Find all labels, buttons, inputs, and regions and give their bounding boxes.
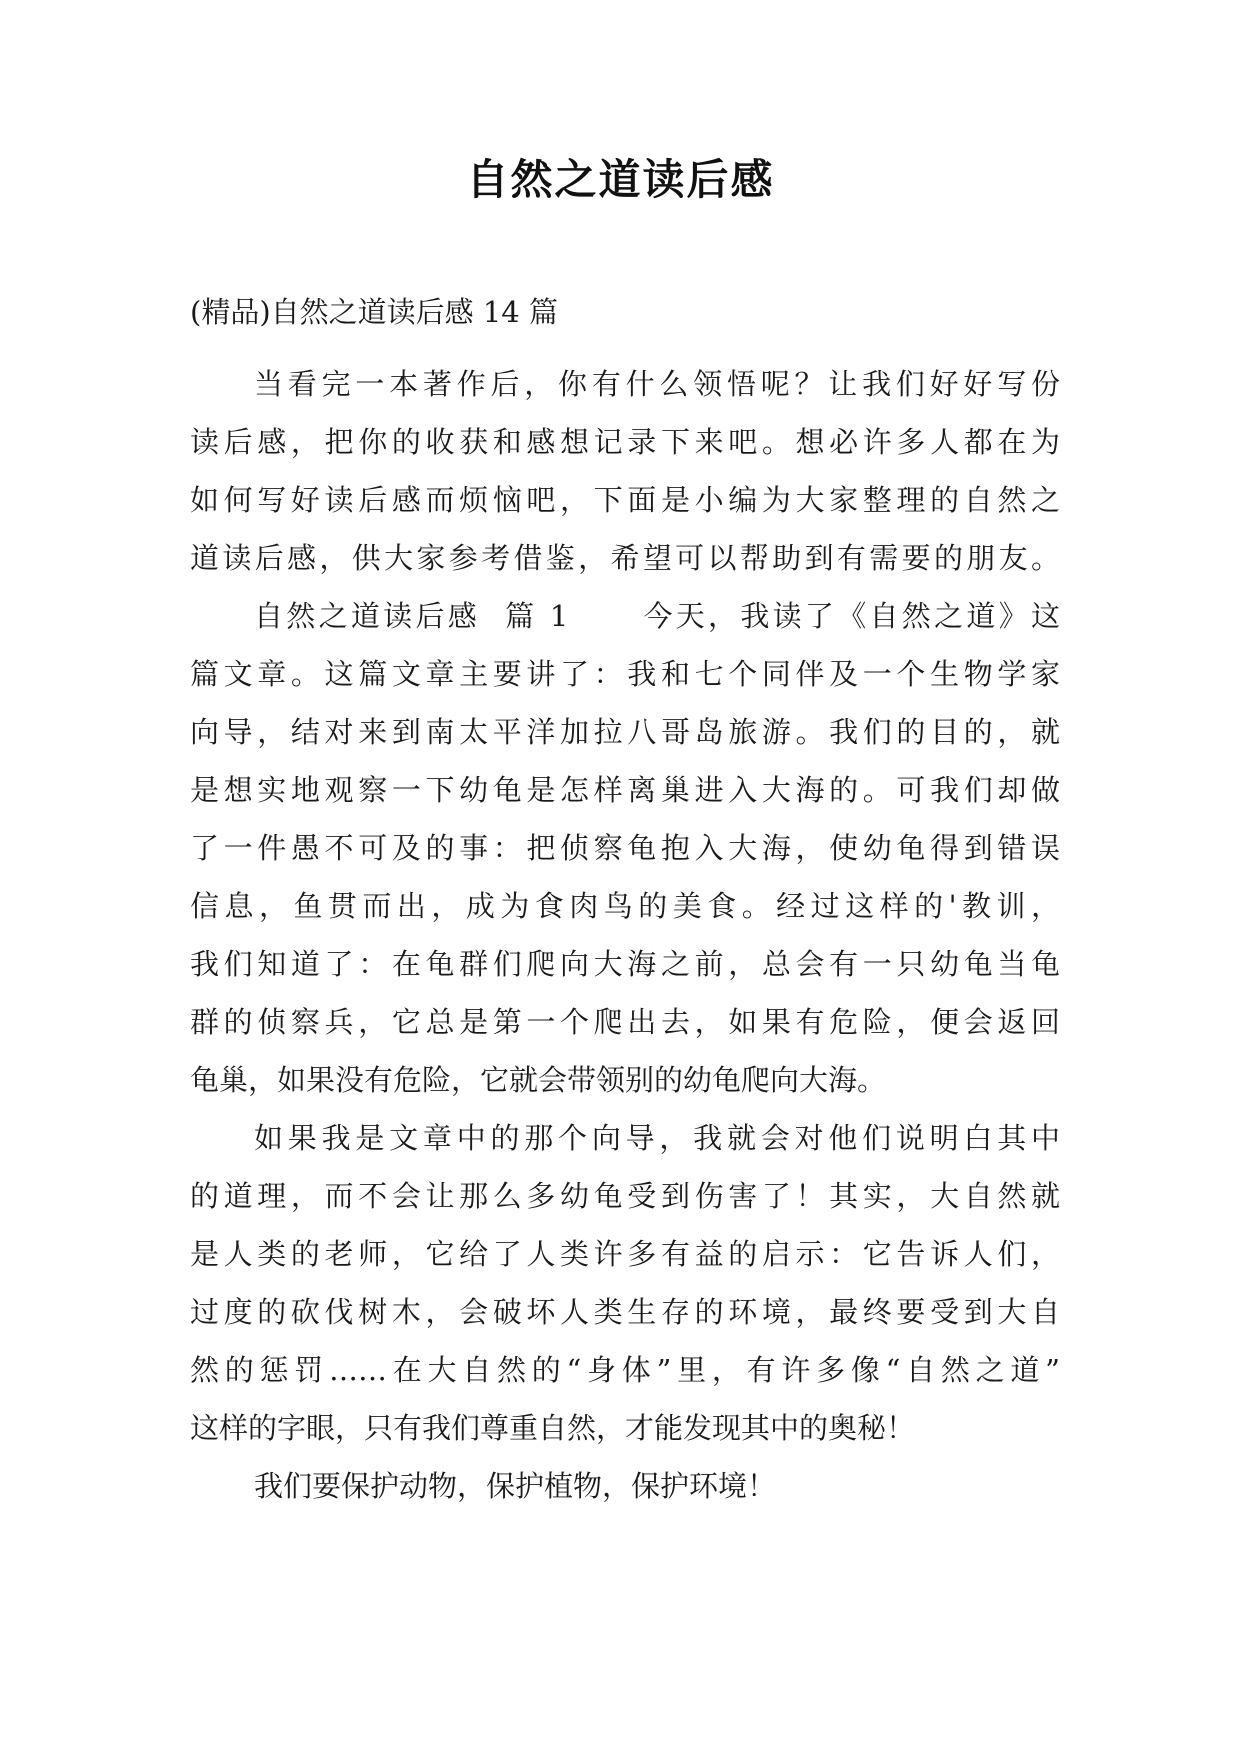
paragraph-line: 的道理，而不会让那么多幼龟受到伤害了！其实，大自然就 (190, 1179, 1060, 1213)
paragraph-line: 这样的字眼，只有我们尊重自然，才能发现其中的奥秘！ (190, 1411, 916, 1445)
paragraph-line: 我们要保护动物，保护植物，保护环境！ (254, 1469, 777, 1503)
paragraph-line: 信息，鱼贯而出，成为食肉鸟的美食。经过这样的'教训， (190, 889, 1060, 923)
paragraph-line: 龟巢，如果没有危险，它就会带领别的幼龟爬向大海。 (190, 1063, 887, 1097)
document-body (190, 355, 1060, 1515)
paragraph-line: 当看完一本著作后，你有什么领悟呢？让我们好好写份 (254, 367, 1060, 401)
paragraph-line: 读后感，把你的收获和感想记录下来吧。想必许多人都在为 (190, 425, 1060, 459)
paragraph-line: 是人类的老师，它给了人类许多有益的启示：它告诉人们， (190, 1237, 1060, 1271)
paragraph-line: 过度的砍伐树木，会破坏人类生存的环境，最终要受到大自 (190, 1295, 1060, 1329)
paragraph-line: 是想实地观察一下幼龟是怎样离巢进入大海的。可我们却做 (190, 773, 1060, 807)
paragraph-line: 自然之道读后感 篇 1 今天，我读了《自然之道》这 (254, 599, 1060, 633)
paragraph-line: 然的惩罚……在大自然的“身体”里，有许多像“自然之道” (190, 1353, 1060, 1387)
document-title: 自然之道读后感 (466, 155, 775, 204)
paragraph-line: 如何写好读后感而烦恼吧，下面是小编为大家整理的自然之 (190, 483, 1060, 517)
paragraph-line: 了一件愚不可及的事：把侦察龟抱入大海，使幼龟得到错误 (190, 831, 1060, 865)
paragraph-line: 群的侦察兵，它总是第一个爬出去，如果有危险，便会返回 (190, 1005, 1060, 1039)
paragraph-line: 向导，结对来到南太平洋加拉八哥岛旅游。我们的目的，就 (190, 715, 1060, 749)
paragraph-line: 篇文章。这篇文章主要讲了：我和七个同伴及一个生物学家 (190, 657, 1060, 691)
paragraph-line: 道读后感，供大家参考借鉴，希望可以帮助到有需要的朋友。 (190, 541, 1060, 575)
paragraph-line: 我们知道了：在龟群们爬向大海之前，总会有一只幼龟当龟 (190, 947, 1060, 981)
document-subtitle: (精品)自然之道读后感 14 篇 (190, 295, 558, 329)
paragraph-line: 如果我是文章中的那个向导，我就会对他们说明白其中 (254, 1121, 1060, 1155)
